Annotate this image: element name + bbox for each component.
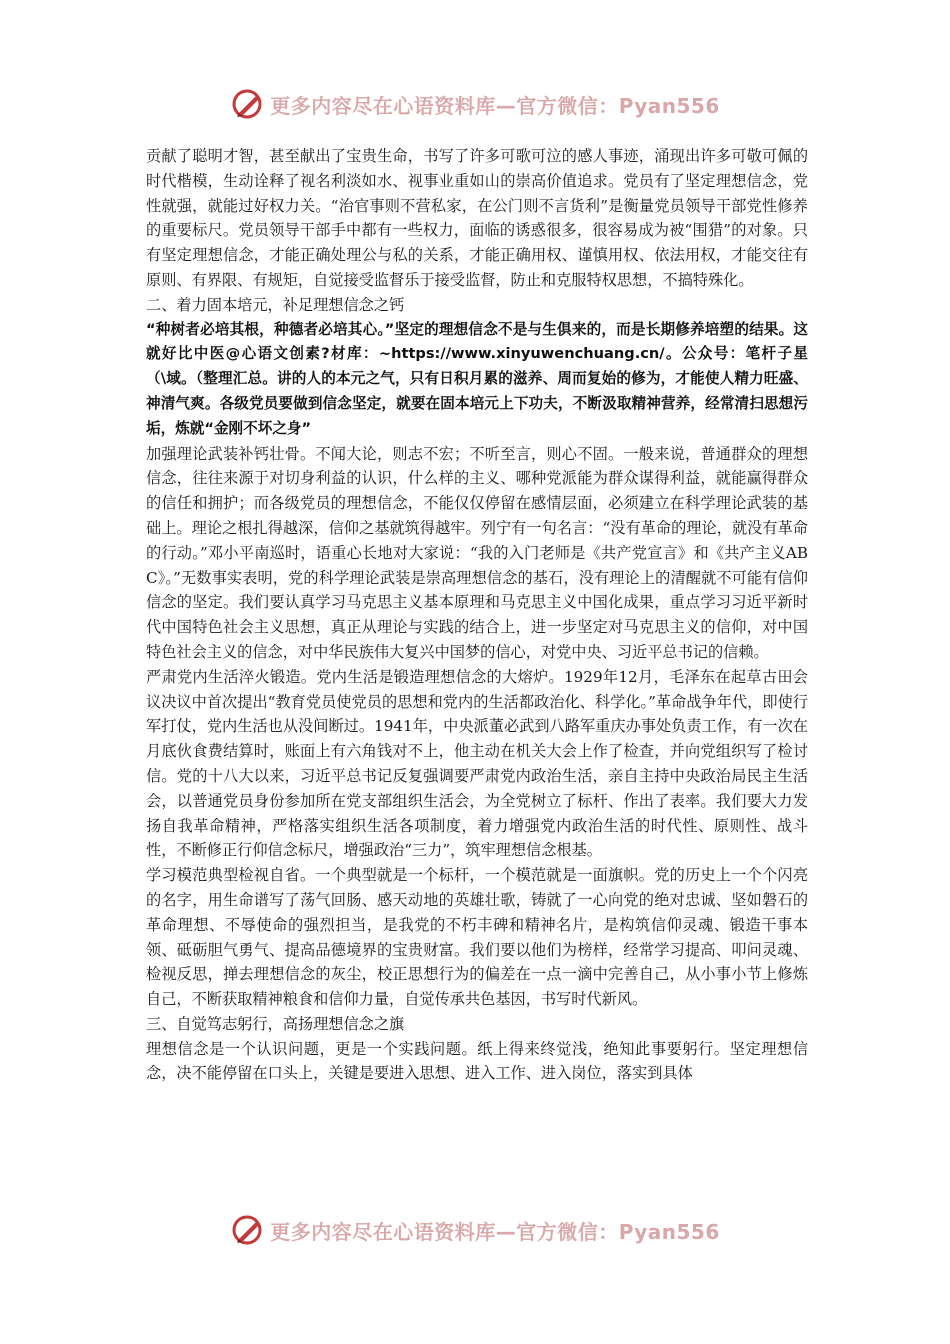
document-body [146, 144, 808, 1086]
pen-logo-icon [230, 1212, 266, 1248]
paragraph-quote: “种树者必培其根，种德者必培其心。”坚定的理想信念不是与生俱来的，而是长期修养培塑的结果。这就好比中医@心语文创素?材库：~https://www.xinyuwenchuang.cn/。公众号：笔杆子星（\域。（整理汇总。讲的人的本元之气，只有日积月累的滋养、周而复始的修为，才能使人精力旺盛、神清气爽。各级党员要做到信念坚定，就要在固本培元上下功夫，不断汲取精神营养，经常清扫思想污垢，炼就“金刚不坏之身” [146, 320, 808, 437]
header-watermark [0, 82, 950, 126]
paragraph-models: 学习模范典型检视自省。一个典型就是一个标杆，一个模范就是一面旗帜。党的历史上一个个闪亮的名字，用生命谱写了荡气回肠、感天动地的英雄壮歌，铸就了一心向党的绝对忠诚、坚如磐石的革命理想、不辱使命的强烈担当，是我党的不朽丰碑和精神名片，是构筑信仰灵魂、锻造干事本领、砥砺胆气勇气、提高品德境界的宝贵财富。我们要以他们为榜样，经常学习提高、叩问灵魂、检视反思，掸去理想信念的灰尘，校正思想行为的偏差在一点一滴中完善自己，从小事小节上修炼自己，不断获取精神粮食和信仰力量，自觉传承共色基因，书写时代新风。 [146, 866, 808, 1009]
section-heading-3: 三、自觉笃志躬行，高扬理想信念之旗 [146, 1014, 405, 1033]
footer-watermark [0, 1208, 950, 1252]
paragraph-theory: 加强理论武装补钙壮骨。不闻大论，则志不宏；不听至言，则心不固。一般来说，普通群众的理想信念，往往来源于对切身利益的认识，什么样的主义、哪种党派能为群众谋得利益，就能赢得群众的信任和拥护；而各级党员的理想信念，不能仅仅停留在感情层面，必须建立在科学理论武装的基础上。理论之根扎得越深，信仰之基就筑得越牢。列宁有一句名言：“没有革命的理论，就没有革命的行动。”邓小平南巡时，语重心长地对大家说：“我的入门老师是《共产党宣言》和《共产主义ABC》。”无数事实表明，党的科学理论武装是崇高理想信念的基石，没有理论上的清醒就不可能有信仰信念的坚定。我们要认真学习马克思主义基本原理和马克思主义中国化成果，重点学习习近平新时代中国特色社会主义思想，真正从理论与实践的结合上，进一步坚定对马克思主义的信仰，对中国特色社会主义的信念，对中华民族伟大复兴中国梦的信心，对党中央、习近平总书记的信赖。 [146, 444, 808, 661]
header-watermark-text: 更多内容尽在心语资料库—官方微信：Pyan556 [270, 93, 720, 118]
paragraph-party-life: 严肃党内生活淬火锻造。党内生活是锻造理想信念的大熔炉。1929年12月，毛泽东在起草古田会议决议中首次提出“教育党员使党员的思想和党内的生活都政治化、科学化。”革命战争年代，即使行军打仗，党内生活也从没间断过。1941年，中央派董必武到八路军重庆办事处负责工作，有一次在月底伙食费结算时，账面上有六角钱对不上，他主动在机关大会上作了检查，并向党组织写了检讨信。党的十八大以来，习近平总书记反复强调要严肃党内政治生活，亲自主持中央政治局民主生活会，以普通党员身份参加所在党支部组织生活会，为全党树立了标杆、作出了表率。我们要大力发扬自我革命精神，严格落实组织生活各项制度，着力增强党内政治生活的时代性、原则性、战斗性，不断修正行仰信念标尺，增强政治“三力”，筑牢理想信念根基。 [146, 667, 808, 860]
paragraph-practice: 理想信念是一个认识问题，更是一个实践问题。纸上得来终觉浅，绝知此事要躬行。坚定理想信念，决不能停留在口头上，关键是要进入思想、进入工作、进入岗位，落实到具体 [146, 1039, 808, 1083]
pen-logo-icon [230, 86, 266, 122]
paragraph-1: 贡献了聪明才智，甚至献出了宝贵生命，书写了许多可歌可泣的感人事迹，涌现出许多可敬可佩的时代楷模，生动诠释了视名利淡如水、视事业重如山的崇高价值追求。党员有了坚定理想信念，党性就强，就能过好权力关。“治官事则不营私家，在公门则不言货利”是衡量党员领导干部党性修养的重要标尺。党员领导干部手中都有一些权力，面临的诱惑很多，很容易成为被“围猎”的对象。只有坚定理想信念，才能正确处理公与私的关系，才能正确用权、谨慎用权、依法用权，才能交往有原则、有界限、有规矩，自觉接受监督乐于接受监督，防止和克服特权思想，不搞特殊化。 [146, 147, 808, 289]
section-heading-2: 二、着力固本培元，补足理想信念之钙 [146, 295, 405, 314]
footer-watermark-text: 更多内容尽在心语资料库—官方微信：Pyan556 [270, 1219, 720, 1244]
